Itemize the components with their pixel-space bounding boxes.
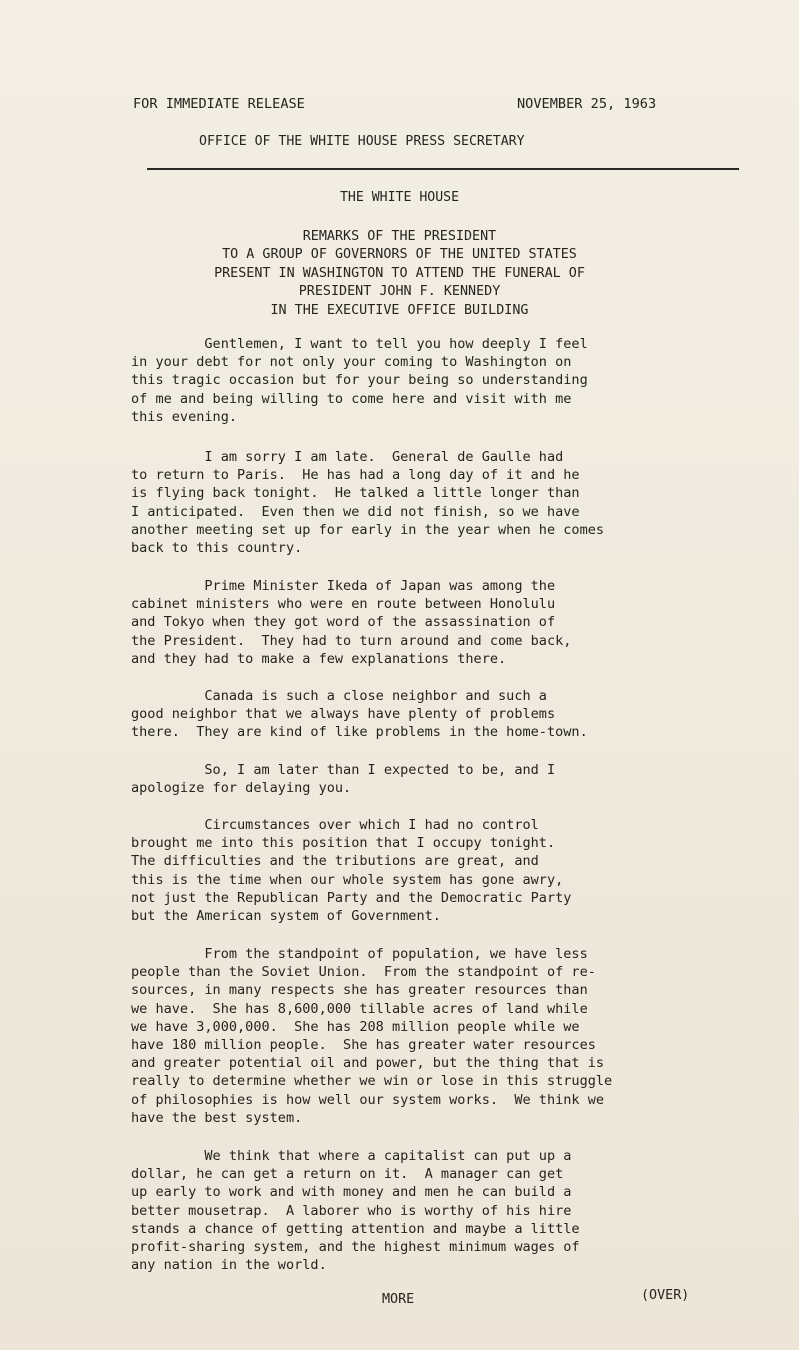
text-line: this tragic occasion but for your being so understanding bbox=[131, 372, 588, 389]
text-line: sources, in many respects she has greater resources than bbox=[131, 982, 588, 999]
paragraph-2 bbox=[131, 448, 771, 557]
text-line: this is the time when our whole system has gone awry, bbox=[131, 871, 564, 888]
text-line: I anticipated. Even then we did not finish, so we have bbox=[131, 503, 580, 520]
more-marker: MORE bbox=[382, 1292, 415, 1307]
text-line: this evening. bbox=[131, 408, 238, 425]
text-line: dollar, he can get a return on it. A manager can get bbox=[131, 1166, 564, 1183]
remarks-title bbox=[0, 228, 799, 320]
title-line: PRESENT IN WASHINGTON TO ATTEND THE FUNERAL OF bbox=[214, 265, 585, 281]
text-line: cabinet ministers who were en route between Honolulu bbox=[131, 596, 556, 613]
text-line: From the standpoint of population, we have less bbox=[131, 946, 588, 962]
text-line: have the best system. bbox=[131, 1109, 303, 1126]
paragraph-1 bbox=[131, 335, 771, 426]
text-line: but the American system of Government. bbox=[131, 908, 441, 925]
text-line: of philosophies is how well our system works. We think we bbox=[131, 1091, 605, 1108]
text-line: Gentlemen, I want to tell you how deeply I feel bbox=[131, 336, 588, 352]
title-line: PRESIDENT JOHN F. KENNEDY bbox=[298, 284, 501, 300]
release-date: NOVEMBER 25, 1963 bbox=[517, 96, 657, 112]
text-line: and Tokyo when they got word of the assassination of bbox=[131, 614, 556, 631]
text-line: of me and being willing to come here and visit with me bbox=[131, 390, 572, 407]
text-line: have 180 million people. She has greater water resources bbox=[131, 1037, 596, 1054]
text-line: to return to Paris. He has had a long day of it and he bbox=[131, 467, 580, 484]
text-line: not just the Republican Party and the Democratic Party bbox=[131, 889, 572, 906]
text-line: up early to work and with money and men he can build a bbox=[131, 1184, 572, 1201]
title-line: TO A GROUP OF GOVERNORS OF THE UNITED STATES bbox=[222, 247, 577, 263]
text-line: people than the Soviet Union. From the standpoint of re- bbox=[131, 964, 596, 981]
text-line: is flying back tonight. He talked a little longer than bbox=[131, 485, 580, 502]
release-label: FOR IMMEDIATE RELEASE bbox=[133, 96, 305, 112]
text-line: really to determine whether we win or lose in this struggle bbox=[131, 1073, 613, 1090]
text-line: any nation in the world. bbox=[131, 1257, 327, 1274]
text-line: apologize for delaying you. bbox=[131, 780, 352, 797]
text-line: good neighbor that we always have plenty of problems bbox=[131, 706, 556, 723]
text-line: Circumstances over which I had no control bbox=[131, 817, 539, 833]
text-line: So, I am later than I expected to be, and I bbox=[131, 762, 556, 778]
over-marker: (OVER) bbox=[641, 1288, 690, 1303]
office-line: OFFICE OF THE WHITE HOUSE PRESS SECRETARY bbox=[199, 134, 525, 149]
paragraph-6 bbox=[131, 816, 771, 925]
text-line: The difficulties and the tributions are great, and bbox=[131, 853, 539, 870]
text-line: we have. She has 8,600,000 tillable acres of land while bbox=[131, 1000, 588, 1017]
paragraph-5 bbox=[131, 761, 771, 797]
text-line: and they had to make a few explanations there. bbox=[131, 650, 507, 667]
title-line: REMARKS OF THE PRESIDENT bbox=[302, 229, 497, 244]
header-rule bbox=[147, 168, 739, 170]
paragraph-8 bbox=[131, 1147, 771, 1274]
text-line: and greater potential oil and power, but the thing that is bbox=[131, 1055, 605, 1072]
paragraph-7 bbox=[131, 945, 771, 1127]
text-line: in your debt for not only your coming to Washington on bbox=[131, 354, 572, 371]
text-line: We think that where a capitalist can put up a bbox=[131, 1148, 572, 1164]
text-line: I am sorry I am late. General de Gaulle had bbox=[131, 449, 564, 465]
text-line: we have 3,000,000. She has 208 million people while we bbox=[131, 1018, 580, 1035]
text-line: Prime Minister Ikeda of Japan was among the bbox=[131, 578, 556, 594]
text-line: profit-sharing system, and the highest minimum wages of bbox=[131, 1239, 580, 1256]
text-line: the President. They had to turn around and come back, bbox=[131, 632, 572, 649]
text-line: stands a chance of getting attention and maybe a little bbox=[131, 1220, 580, 1237]
text-line: brought me into this position that I occupy tonight. bbox=[131, 835, 556, 852]
title-line: IN THE EXECUTIVE OFFICE BUILDING bbox=[270, 302, 529, 318]
paragraph-3 bbox=[131, 577, 771, 668]
paragraph-4 bbox=[131, 687, 771, 742]
text-line: another meeting set up for early in the year when he comes bbox=[131, 521, 605, 538]
white-house-heading: THE WHITE HOUSE bbox=[339, 190, 460, 205]
text-line: better mousetrap. A laborer who is worthy of his hire bbox=[131, 1202, 572, 1219]
text-line: there. They are kind of like problems in the home-town. bbox=[131, 724, 588, 741]
text-line: Canada is such a close neighbor and such a bbox=[131, 688, 547, 704]
text-line: back to this country. bbox=[131, 540, 303, 557]
